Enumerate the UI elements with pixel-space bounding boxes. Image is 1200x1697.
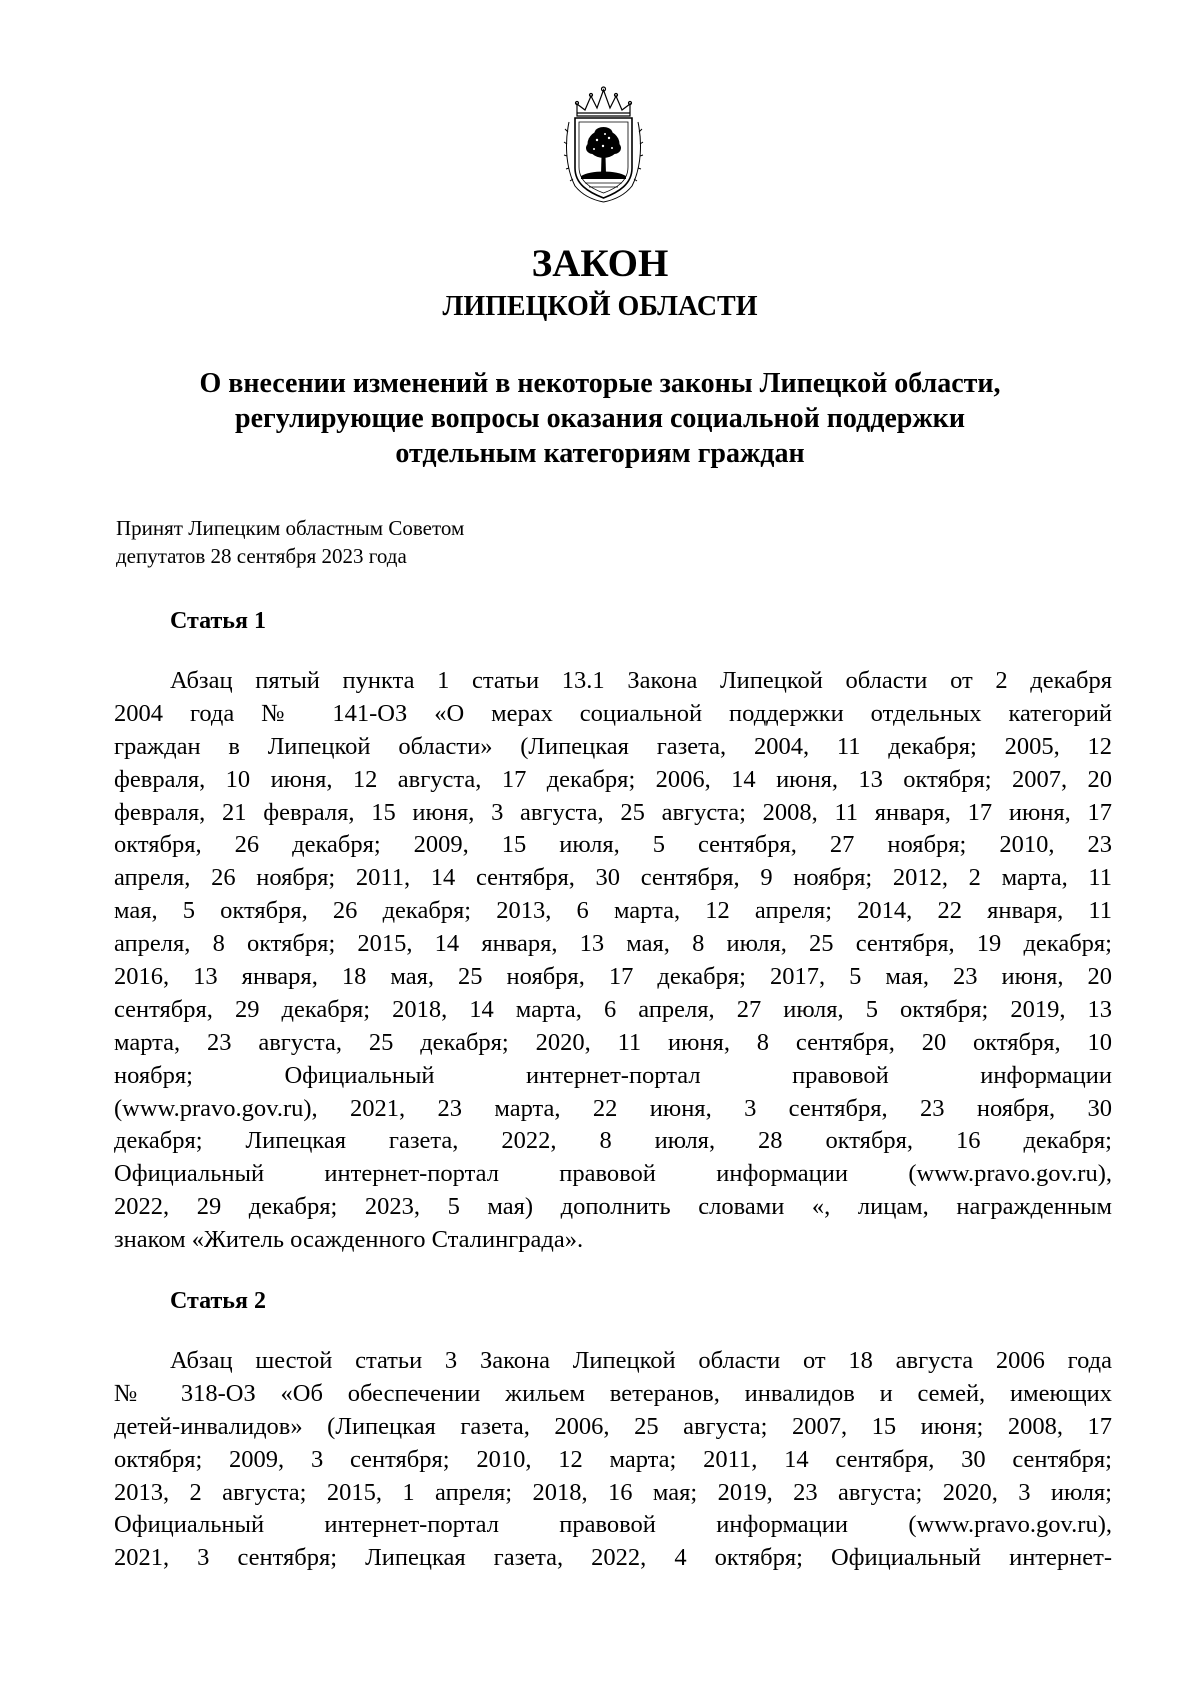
article-1-line: граждан в Липецкой области» (Липецкая газета, 2004, 11 декабря; 2005, 12 [114, 732, 1112, 760]
article-1-line: февраля, 10 июня, 12 августа, 17 декабря; 2006, 14 июня, 13 октября; 2007, 20 [114, 765, 1112, 793]
article-1-line: 2016, 13 января, 18 мая, 25 ноября, 17 декабря; 2017, 5 мая, 23 июня, 20 [114, 963, 1112, 991]
article-2-line: № 318-ОЗ «Об обеспечении жильем ветеранов, инвалидов и семей, имеющих [114, 1379, 1112, 1407]
article-1-line: знаком «Житель осажденного Сталинграда». [114, 1226, 584, 1254]
article-1-line: (www.pravo.gov.ru), 2021, 23 марта, 22 июня, 3 сентября, 23 ноября, 30 [114, 1094, 1112, 1122]
article-1-line: сентября, 29 декабря; 2018, 14 марта, 6 апреля, 27 июля, 5 октября; 2019, 13 [114, 995, 1112, 1023]
article-1-line: мая, 5 октября, 26 декабря; 2013, 6 марта, 12 апреля; 2014, 22 января, 11 [114, 897, 1112, 925]
coat-of-arms-emblem [563, 86, 644, 204]
article-2-line: Официальный интернет-портал правовой информации (www.pravo.gov.ru), [114, 1511, 1112, 1539]
document-title: ЗАКОН [531, 242, 669, 285]
article-1-line: апреля, 26 ноября; 2011, 14 сентября, 30 сентября, 9 ноября; 2012, 2 марта, 11 [114, 864, 1112, 892]
article-1-text [114, 665, 1112, 1257]
adoption-note-line: Принят Липецким областным Советом [116, 516, 465, 540]
article-2-line: детей-инвалидов» (Липецкая газета, 2006, 25 августа; 2007, 15 июня; 2008, 17 [114, 1412, 1112, 1440]
document-subtitle: ЛИПЕЦКОЙ ОБЛАСТИ [442, 291, 758, 322]
law-subject-line: О внесении изменений в некоторые законы Липецкой области, [199, 368, 1001, 399]
article-1-line: Официальный интернет-портал правовой информации (www.pravo.gov.ru), [114, 1160, 1112, 1188]
article-1-line: декабря; Липецкая газета, 2022, 8 июля, 28 октября, 16 декабря; [114, 1127, 1112, 1155]
article-2-line: 2021, 3 сентября; Липецкая газета, 2022, 4 октября; Официальный интернет- [114, 1544, 1112, 1572]
article-1-line: марта, 23 августа, 25 декабря; 2020, 11 июня, 8 сентября, 20 октября, 10 [114, 1028, 1112, 1056]
adoption-note [116, 514, 464, 570]
article-1-line: ноября; Официальный интернет-портал правовой информации [114, 1061, 1112, 1089]
law-subject-line: регулирующие вопросы оказания социальной поддержки [235, 403, 965, 434]
article-2-heading: Статья 2 [170, 1288, 266, 1314]
article-2-line: 2013, 2 августа; 2015, 1 апреля; 2018, 16 мая; 2019, 23 августа; 2020, 3 июля; [114, 1478, 1112, 1506]
article-1-line: 2004 года № 141-ОЗ «О мерах социальной поддержки отдельных категорий [114, 699, 1112, 727]
article-2-line: октября; 2009, 3 сентября; 2010, 12 марта; 2011, 14 сентября, 30 сентября; [114, 1445, 1112, 1473]
adoption-note-line: депутатов 28 сентября 2023 года [116, 544, 407, 568]
article-1-heading: Статья 1 [170, 608, 266, 634]
law-subject-heading [150, 366, 1050, 471]
article-1-line: 2022, 29 декабря; 2023, 5 мая) дополнить словами «, лицам, награжденным [114, 1193, 1112, 1221]
article-1-line: апреля, 8 октября; 2015, 14 января, 13 мая, 8 июля, 25 сентября, 19 декабря; [114, 930, 1112, 958]
law-subject-line: отдельным категориям граждан [395, 438, 805, 469]
article-2-line: Абзац шестой статьи 3 Закона Липецкой области от 18 августа 2006 года [170, 1347, 1112, 1374]
article-1-line: Абзац пятый пункта 1 статьи 13.1 Закона Липецкой области от 2 декабря [170, 667, 1112, 694]
article-1-line: февраля, 21 февраля, 15 июня, 3 августа, 25 августа; 2008, 11 января, 17 июня, 17 [114, 798, 1112, 826]
article-2-text [114, 1345, 1112, 1575]
article-1-line: октября, 26 декабря; 2009, 15 июля, 5 сентября, 27 ноября; 2010, 23 [114, 831, 1112, 859]
